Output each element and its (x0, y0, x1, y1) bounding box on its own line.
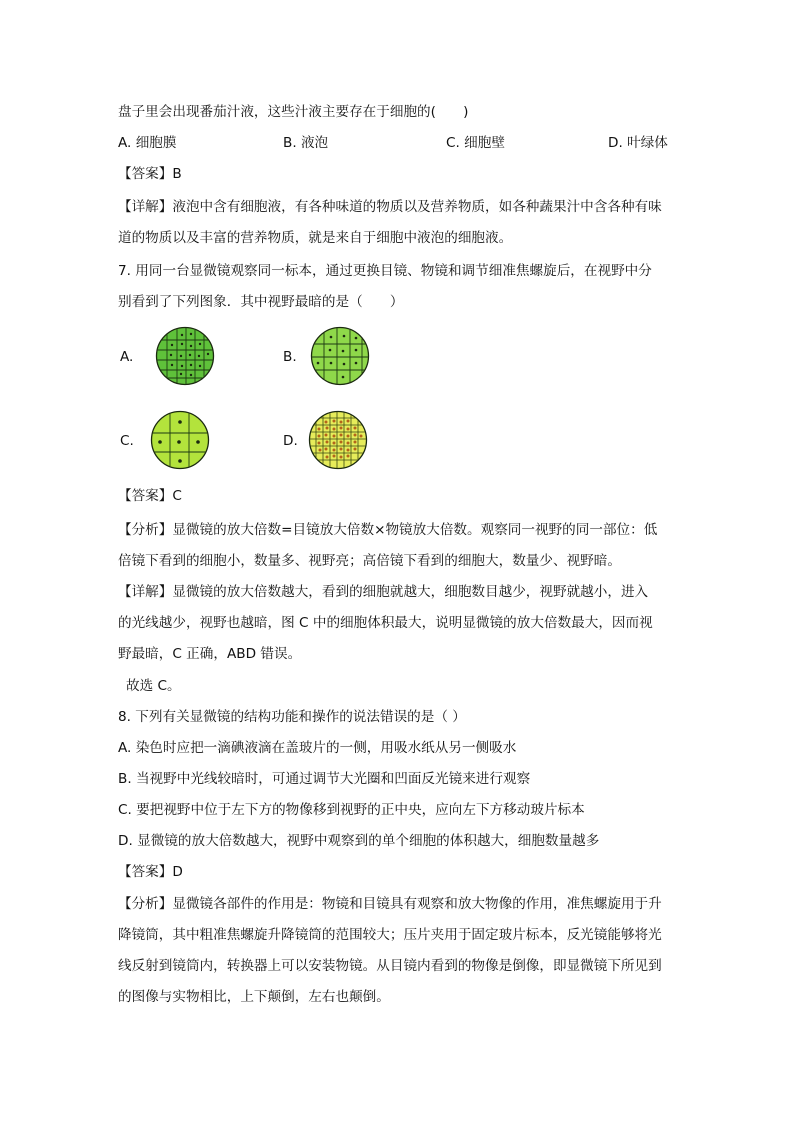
microscope-view-d (308, 410, 368, 470)
q7-stem-line-2: 别看到了下列图象．其中视野最暗的是（ ） (118, 294, 404, 310)
q7-answer: 【答案】C (118, 488, 182, 504)
q6-detail-line-1: 【详解】液泡中含有细胞液，有各种味道的物质以及营养物质，如各种蔬果汁中含各种有味 (118, 199, 662, 215)
q7-figure-label-d: D. (283, 433, 298, 449)
q7-figure-label-a: A. (120, 349, 134, 365)
q7-figure-label-c: C. (120, 433, 134, 449)
q6-answer: 【答案】B (118, 166, 182, 182)
q8-analysis-line-2: 降镜筒，其中粗准焦螺旋升降镜筒的范围较大；压片夹用于固定玻片标本，反光镜能够将光 (118, 927, 662, 943)
q7-detail-line-1: 【详解】显微镜的放大倍数越大，看到的细胞就越大，细胞数目越少，视野就越小，进入 (118, 584, 649, 600)
microscope-view-b (310, 326, 370, 386)
q8-option-b: B. 当视野中光线较暗时，可通过调节大光圈和凹面反光镜来进行观察 (118, 771, 531, 787)
q8-analysis-line-1: 【分析】显微镜各部件的作用是：物镜和目镜具有观察和放大物像的作用，准焦螺旋用于升 (118, 896, 662, 912)
q8-option-c: C. 要把视野中位于左下方的物像移到视野的正中央，应向左下方移动玻片标本 (118, 802, 585, 818)
q6-option-a: A. 细胞膜 (118, 135, 177, 151)
q7-analysis-line-2: 倍镜下看到的细胞小，数量多、视野亮；高倍镜下看到的细胞大，数量少、视野暗。 (118, 553, 621, 569)
q8-stem: 8. 下列有关显微镜的结构功能和操作的说法错误的是（ ） (118, 709, 466, 725)
q7-detail-line-2: 的光线越少，视野也越暗，图 C 中的细胞体积最大，说明显微镜的放大倍数最大，因而视 (118, 615, 653, 631)
q7-analysis-line-1: 【分析】显微镜的放大倍数=目镜放大倍数×物镜放大倍数。观察同一视野的同一部位：低 (118, 522, 658, 538)
microscope-view-c (150, 410, 210, 470)
q8-analysis-line-3: 线反射到镜筒内，转换器上可以安装物镜。从目镜内看到的物像是倒像，即显微镜下所见到 (118, 958, 662, 974)
q7-detail-line-3: 野最暗，C 正确，ABD 错误。 (118, 646, 302, 662)
q8-analysis-line-4: 的图像与实物相比，上下颠倒，左右也颠倒。 (118, 989, 390, 1005)
q6-stem-tail: 盘子里会出现番茄汁液，这些汁液主要存在于细胞的( ) (118, 104, 469, 120)
q6-option-d: D. 叶绿体 (608, 135, 668, 151)
q8-option-a: A. 染色时应把一滴碘液滴在盖玻片的一侧，用吸水纸从另一侧吸水 (118, 740, 517, 756)
q8-option-d: D. 显微镜的放大倍数越大，视野中观察到的单个细胞的体积越大，细胞数量越多 (118, 833, 600, 849)
microscope-view-a (155, 326, 215, 386)
q6-option-c: C. 细胞壁 (446, 135, 505, 151)
q6-detail-line-2: 道的物质以及丰富的营养物质，就是来自于细胞中液泡的细胞液。 (118, 230, 513, 246)
q6-option-b: B. 液泡 (283, 135, 329, 151)
q7-conclusion: 故选 C。 (126, 678, 181, 694)
q7-stem-line-1: 7. 用同一台显微镜观察同一标本，通过更换目镜、物镜和调节细准焦螺旋后，在视野中分 (118, 263, 652, 279)
q7-figure-label-b: B. (283, 349, 297, 365)
q8-answer: 【答案】D (118, 864, 183, 880)
